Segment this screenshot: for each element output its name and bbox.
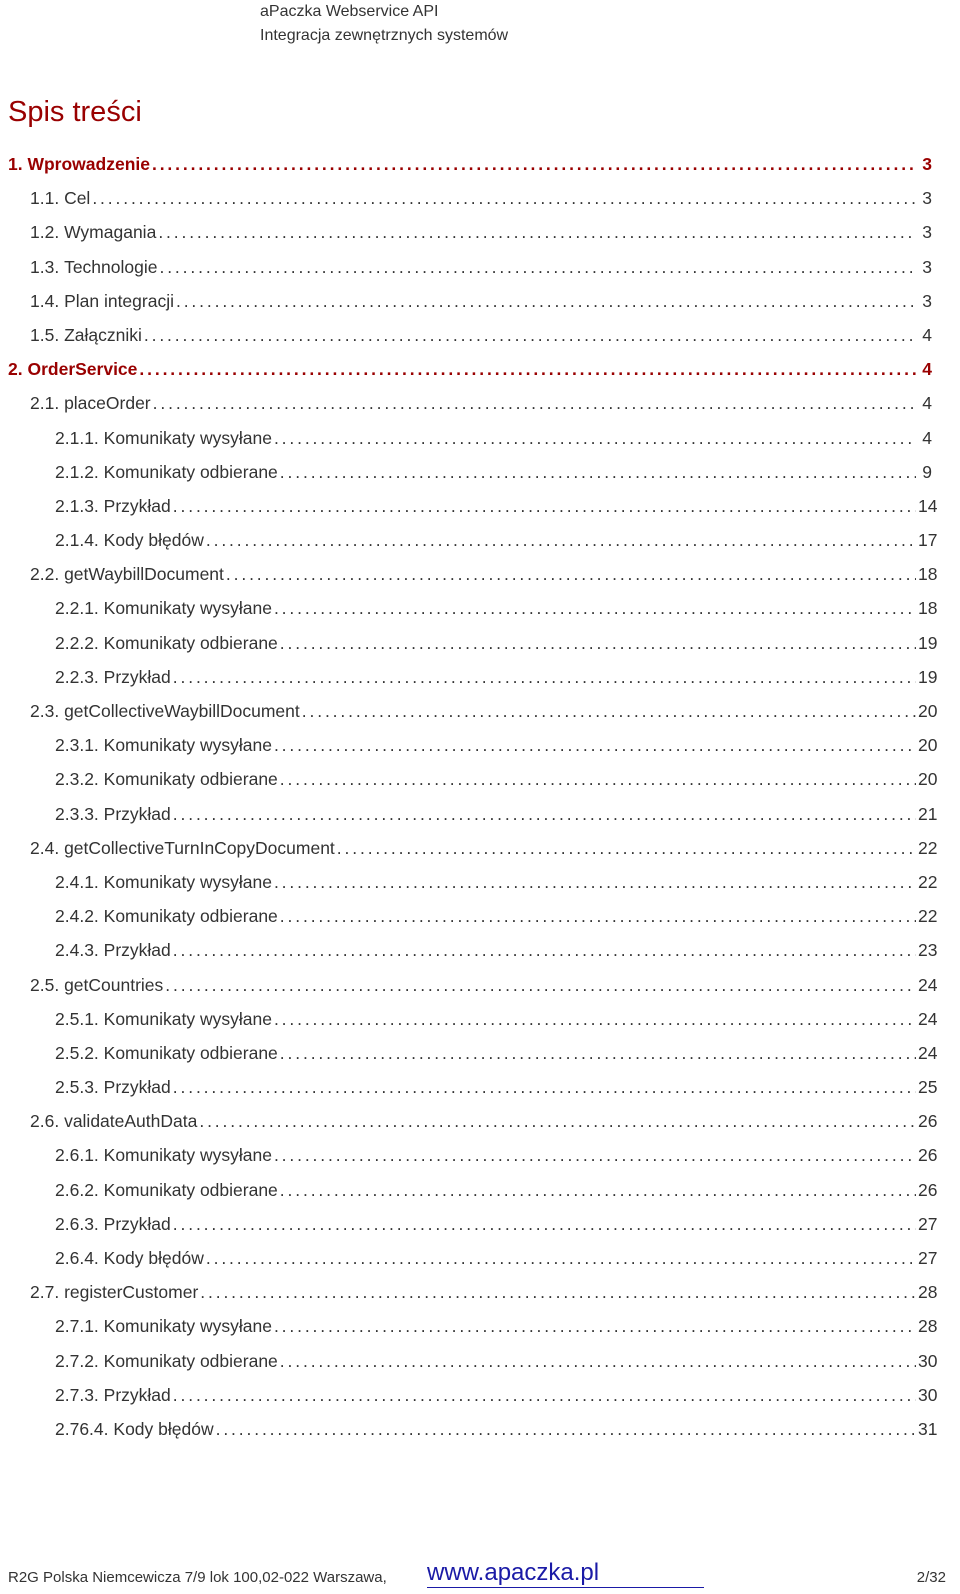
toc-entry-number: 1.3. (30, 256, 65, 277)
toc-entry-page: 24 (918, 974, 938, 995)
toc-entry-page: 27 (918, 1213, 938, 1234)
toc-entry-number: 2.6. (30, 1111, 65, 1132)
toc-entry[interactable] (0, 694, 938, 728)
toc-entry-number: 2.2. (30, 564, 65, 585)
toc-entry-label: Komunikaty wysyłane (103, 1008, 272, 1029)
toc-entry-leader (152, 147, 916, 181)
toc-entry-page: 18 (918, 564, 938, 585)
toc-entry-label: getCountries (64, 974, 164, 995)
toc-entry-leader (153, 386, 916, 420)
table-of-contents (0, 147, 960, 1446)
toc-entry-number: 2.1.1. (55, 427, 104, 448)
toc-entry-page: 4 (922, 427, 932, 448)
toc-entry[interactable] (0, 899, 938, 933)
toc-entry[interactable] (0, 421, 932, 455)
toc-entry[interactable] (0, 1070, 938, 1104)
toc-entry[interactable] (0, 660, 938, 694)
toc-entry-leader (92, 181, 916, 215)
toc-entry-label: Komunikaty odbierane (103, 1350, 278, 1371)
toc-entry-page: 20 (918, 769, 938, 790)
toc-entry-leader (176, 284, 916, 318)
toc-entry-number: 2.3. (30, 701, 65, 721)
toc-entry-page: 19 (918, 632, 938, 653)
toc-entry-label: Kody błędów (113, 1418, 214, 1439)
page-footer (8, 1560, 946, 1590)
toc-entry-number: 2.4.1. (55, 871, 104, 892)
toc-entry-page: 14 (918, 495, 938, 516)
toc-entry-label: Komunikaty odbierane (103, 461, 278, 482)
toc-entry-label: Komunikaty odbierane (103, 906, 278, 927)
toc-entry-label: Przykład (103, 1213, 171, 1234)
toc-entry-leader (280, 626, 916, 660)
toc-entry-leader (144, 318, 916, 352)
toc-entry-number: 1.5. (30, 324, 65, 345)
toc-entry-label: getCollectiveTurnInCopyDocument (64, 837, 335, 858)
footer-website-link[interactable]: www.apaczka.pl (427, 1559, 704, 1588)
toc-entry[interactable] (0, 557, 938, 591)
toc-entry-label: placeOrder (64, 393, 151, 414)
toc-entry-page: 27 (918, 1248, 938, 1268)
toc-entry[interactable] (0, 1002, 938, 1036)
toc-entry[interactable] (0, 489, 938, 523)
toc-entry[interactable] (0, 250, 932, 284)
toc-entry-leader (337, 831, 916, 865)
toc-entry-page: 3 (922, 290, 932, 311)
toc-entry-number: 2. (8, 359, 28, 380)
toc-entry[interactable] (0, 181, 932, 215)
toc-entry[interactable] (0, 762, 938, 796)
toc-entry-leader (216, 1412, 916, 1446)
toc-entry[interactable] (0, 215, 932, 249)
toc-entry[interactable] (0, 1138, 938, 1172)
toc-entry-leader (199, 1104, 916, 1138)
toc-entry-label: Kody błędów (103, 1248, 204, 1268)
toc-entry-page: 3 (922, 154, 932, 174)
toc-entry[interactable] (0, 968, 938, 1002)
toc-entry-leader (280, 1036, 916, 1070)
toc-entry-label: Komunikaty odbierane (103, 632, 278, 653)
toc-entry-leader (280, 899, 916, 933)
toc-entry-page: 26 (918, 1145, 938, 1166)
toc-entry-leader (200, 1275, 916, 1309)
toc-entry-leader (274, 1002, 916, 1036)
toc-entry-label: Technologie (64, 256, 158, 277)
toc-entry-label: Załączniki (64, 324, 142, 345)
page-header (260, 0, 508, 48)
toc-entry[interactable] (0, 1104, 938, 1138)
toc-entry-page: 20 (918, 735, 938, 756)
toc-entry-number: 1. (8, 154, 28, 174)
toc-entry-number: 2.7. (30, 1282, 65, 1303)
toc-entry-number: 2.6.4. (55, 1248, 104, 1268)
toc-entry[interactable] (0, 1344, 938, 1378)
toc-entry-number: 2.1.3. (55, 495, 104, 516)
toc-entry-leader (173, 1378, 916, 1412)
toc-entry-leader (274, 421, 916, 455)
toc-entry[interactable] (0, 865, 938, 899)
toc-entry-number: 2.5. (30, 974, 65, 995)
toc-entry-leader (274, 1138, 916, 1172)
toc-entry-page: 4 (922, 359, 932, 380)
toc-entry-leader (159, 250, 916, 284)
toc-entry-leader (173, 660, 916, 694)
toc-entry-label: Kody błędów (103, 530, 204, 551)
toc-entry[interactable] (0, 933, 938, 967)
toc-entry-label: Przykład (103, 666, 171, 687)
toc-entry[interactable] (0, 1275, 938, 1309)
toc-entry-page: 24 (918, 1008, 938, 1029)
toc-entry[interactable] (0, 1207, 938, 1241)
toc-entry-page: 30 (918, 1350, 938, 1371)
toc-entry-number: 2.3.1. (55, 735, 104, 756)
toc-entry-page: 23 (918, 940, 938, 961)
toc-entry-leader (173, 489, 916, 523)
toc-entry-leader (173, 1207, 916, 1241)
toc-entry-page: 25 (918, 1077, 938, 1098)
toc-entry[interactable] (0, 728, 938, 762)
toc-entry-leader (173, 797, 916, 831)
header-subtitle: Integracja zewnętrznych systemów (260, 27, 509, 44)
toc-entry-number: 2.1.2. (55, 461, 104, 482)
toc-entry-number: 1.4. (30, 290, 65, 311)
toc-entry-number: 1.1. (30, 188, 65, 209)
toc-entry[interactable] (0, 1412, 938, 1446)
toc-entry-leader (173, 1070, 916, 1104)
toc-entry-page: 3 (922, 222, 932, 243)
toc-entry[interactable] (0, 147, 932, 181)
toc-entry-label: getWaybillDocument (64, 564, 224, 585)
toc-entry-number: 2.2.3. (55, 666, 104, 687)
toc-entry[interactable] (0, 318, 932, 352)
toc-entry-page: 4 (922, 324, 932, 345)
toc-entry-number: 2.1. (30, 393, 65, 414)
toc-entry-page: 3 (922, 188, 932, 209)
toc-entry-leader (158, 215, 916, 249)
toc-entry-label: Komunikaty wysyłane (103, 598, 272, 619)
toc-entry-page: 22 (918, 871, 938, 892)
toc-entry-number: 2.2.2. (55, 632, 104, 653)
toc-entry-page: 21 (918, 803, 938, 824)
toc-entry-number: 2.6.1. (55, 1145, 104, 1166)
toc-entry-page: 22 (918, 906, 938, 927)
toc-entry-page: 26 (918, 1179, 938, 1200)
toc-entry-number: 2.3.3. (55, 803, 104, 824)
toc-entry-label: Komunikaty odbierane (103, 1042, 278, 1063)
toc-entry[interactable] (0, 591, 938, 625)
toc-entry[interactable] (0, 523, 938, 557)
toc-entry-page: 4 (922, 393, 932, 414)
toc-entry-label: getCollectiveWaybillDocument (64, 701, 300, 721)
toc-entry-page: 24 (918, 1042, 938, 1063)
toc-entry-label: Komunikaty odbierane (103, 769, 278, 790)
toc-entry-number: 1.2. (30, 222, 65, 243)
toc-entry[interactable] (0, 1378, 938, 1412)
toc-entry-page: 18 (918, 598, 938, 619)
toc-entry-number: 2.7.2. (55, 1350, 104, 1371)
toc-entry-label: registerCustomer (64, 1282, 199, 1303)
toc-entry-label: Komunikaty wysyłane (103, 735, 272, 756)
toc-entry[interactable] (0, 1309, 938, 1343)
toc-entry-label: Przykład (103, 495, 171, 516)
toc-entry-label: Komunikaty odbierane (103, 1179, 278, 1200)
toc-entry-number: 2.4. (30, 837, 65, 858)
toc-entry-number: 2.3.2. (55, 769, 104, 790)
toc-entry-page: 22 (918, 837, 938, 858)
toc-entry-label: Przykład (103, 803, 171, 824)
toc-entry-page: 17 (918, 530, 938, 551)
toc-entry-label: Komunikaty wysyłane (103, 1316, 272, 1337)
toc-entry-leader (302, 694, 916, 728)
toc-entry-label: Przykład (103, 1384, 171, 1405)
toc-title: Spis treści (8, 96, 142, 128)
toc-entry-number: 2.6.3. (55, 1213, 104, 1234)
toc-entry-leader (280, 1173, 916, 1207)
toc-entry-label: Wprowadzenie (27, 154, 150, 174)
toc-entry-label: Komunikaty wysyłane (103, 427, 272, 448)
toc-entry-number: 2.76.4. (55, 1418, 114, 1439)
toc-entry-leader (173, 933, 916, 967)
toc-entry-number: 2.6.2. (55, 1179, 104, 1200)
toc-entry-label: Przykład (103, 940, 171, 961)
toc-entry-label: Wymagania (64, 222, 157, 243)
toc-entry-number: 2.7.3. (55, 1384, 104, 1405)
toc-entry-page: 30 (918, 1384, 938, 1405)
header-title: aPaczka Webservice API (260, 3, 439, 20)
toc-entry-leader (274, 591, 916, 625)
toc-entry-leader (274, 865, 916, 899)
toc-entry-number: 2.5.1. (55, 1008, 104, 1029)
toc-entry-label: Przykład (103, 1077, 171, 1098)
toc-entry-leader (165, 968, 916, 1002)
toc-entry-label: OrderService (27, 359, 138, 380)
toc-entry[interactable] (0, 1173, 938, 1207)
toc-entry-leader (280, 455, 916, 489)
toc-entry-number: 2.4.2. (55, 906, 104, 927)
toc-entry-label: Cel (64, 188, 91, 209)
toc-entry[interactable] (0, 626, 938, 660)
toc-entry-number: 2.5.2. (55, 1042, 104, 1063)
toc-entry-leader (206, 523, 916, 557)
toc-entry[interactable] (0, 352, 932, 386)
footer-page-number: 2/32 (916, 1569, 946, 1586)
toc-entry-label: Komunikaty wysyłane (103, 871, 272, 892)
toc-entry-page: 19 (918, 666, 938, 687)
toc-entry-page: 28 (918, 1316, 938, 1337)
toc-entry-page: 28 (918, 1282, 938, 1303)
footer-company-address: R2G Polska Niemcewicza 7/9 lok 100,02-022 Warszawa, (8, 1569, 387, 1586)
toc-entry-page: 20 (918, 701, 938, 721)
toc-entry[interactable] (0, 284, 932, 318)
toc-entry-leader (280, 762, 916, 796)
toc-entry-page: 3 (922, 256, 932, 277)
toc-entry-number: 2.7.1. (55, 1316, 104, 1337)
toc-entry-leader (139, 352, 916, 386)
toc-entry-leader (206, 1241, 916, 1275)
toc-entry-number: 2.2.1. (55, 598, 104, 619)
toc-entry-page: 26 (918, 1111, 938, 1132)
toc-entry[interactable] (0, 386, 932, 420)
toc-entry-number: 2.4.3. (55, 940, 104, 961)
toc-entry-leader (280, 1344, 916, 1378)
toc-entry[interactable] (0, 831, 938, 865)
toc-entry-label: Komunikaty wysyłane (103, 1145, 272, 1166)
toc-entry-label: validateAuthData (64, 1111, 198, 1132)
toc-entry[interactable] (0, 1241, 938, 1275)
toc-entry-label: Plan integracji (64, 290, 174, 311)
toc-entry[interactable] (0, 1036, 938, 1070)
toc-entry-page: 31 (918, 1418, 938, 1439)
toc-entry[interactable] (0, 797, 938, 831)
toc-entry-leader (274, 728, 916, 762)
toc-entry-number: 2.1.4. (55, 530, 104, 551)
toc-entry-number: 2.5.3. (55, 1077, 104, 1098)
toc-entry-page: 9 (922, 461, 932, 482)
toc-entry[interactable] (0, 455, 932, 489)
toc-entry-leader (226, 557, 916, 591)
toc-entry-leader (274, 1309, 916, 1343)
